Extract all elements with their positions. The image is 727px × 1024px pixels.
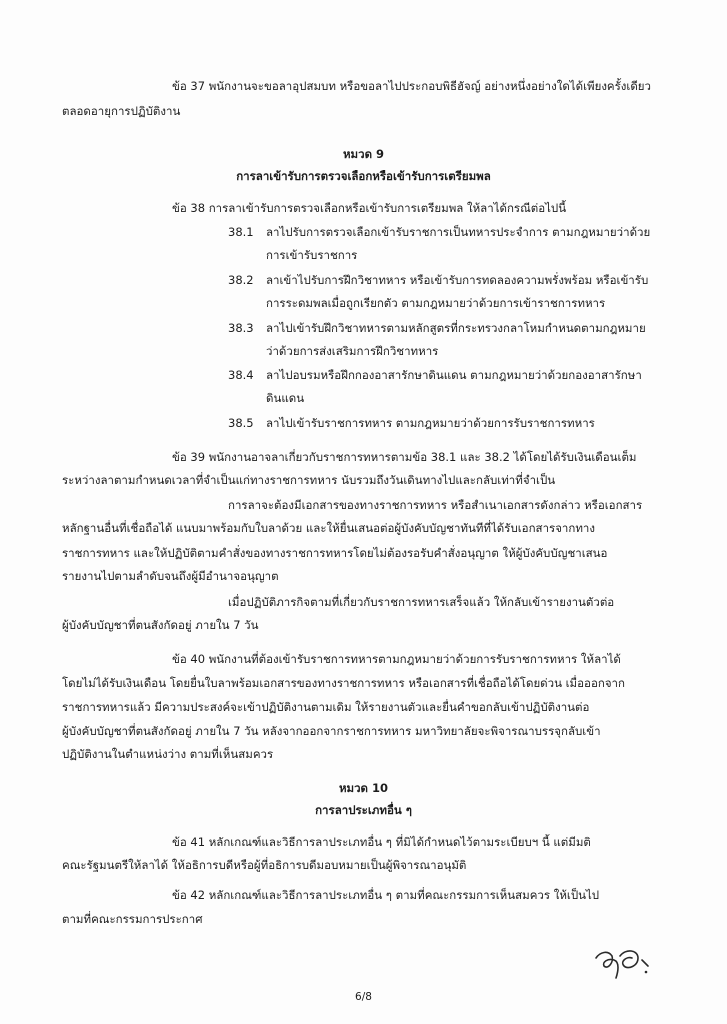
article-37-line-1: ข้อ 37 พนักงานจะขอลาอุปสมบท หรือขอลาไปประกอบพิธีฮัจญ์ อย่างหนึ่งอย่างใดได้เพียงครั้งเดียว — [172, 79, 652, 93]
item-38-5-number: 38.5 — [228, 416, 254, 430]
article-39-line-3: การลาจะต้องมีเอกสารของทางราชการทหาร หรือสำเนาเอกสารดังกล่าว หรือเอกสาร — [228, 498, 643, 512]
article-40-line-2: โดยไม่ได้รับเงินเดือน โดยยื่นใบลาพร้อมเอกสารของทางราชการทหาร หรือเอกสารที่เชื่อถือได้โดยด่วน เมื่อออกจาก — [62, 676, 625, 690]
article-39-line-4: หลักฐานอื่นที่เชื่อถือได้ แนบมาพร้อมกับใบลาด้วย และให้ยื่นเสนอต่อผู้บังคับบัญชาทันทีที่ได้รับเอกสารจากทาง — [62, 521, 596, 535]
chapter-9-title: การลาเข้ารับการตรวจเลือกหรือเข้ารับการเตรียมพล — [236, 169, 491, 183]
article-41-line-2: คณะรัฐมนตรีให้ลาได้ ให้อธิการบดีหรือผู้ที่อธิการบดีมอบหมายเป็นผู้พิจารณาอนุมัติ — [62, 858, 467, 872]
item-38-2-line-2: การระดมพลเมื่อถูกเรียกตัว ตามกฎหมายว่าด้วยการเข้าราชการทหาร — [266, 296, 606, 310]
article-40-line-1: ข้อ 40 พนักงานที่ต้องเข้ารับราชการทหารตามกฎหมายว่าด้วยการรับราชการทหาร ให้ลาได้ — [172, 652, 621, 666]
item-38-4-line-2: ดินแดน — [266, 391, 305, 405]
item-38-3-line-1: ลาไปเข้ารับฝึกวิชาทหารตามหลักสูตรที่กระทรวงกลาโหมกำหนดตามกฎหมาย — [266, 321, 646, 335]
article-42-line-2: ตามที่คณะกรรมการประกาศ — [62, 912, 203, 926]
article-38-intro: ข้อ 38 การลาเข้ารับการตรวจเลือกหรือเข้ารับการเตรียมพล ให้ลาได้กรณีต่อไปนี้ — [172, 201, 567, 215]
signature-initials — [586, 936, 656, 986]
chapter-10-title: การลาประเภทอื่น ๆ — [315, 803, 412, 817]
item-38-1-number: 38.1 — [228, 225, 254, 239]
item-38-3-line-2: ว่าด้วยการส่งเสริมการฝึกวิชาทหาร — [266, 344, 439, 358]
item-38-2-number: 38.2 — [228, 273, 254, 287]
article-40-line-3: ราชการทหารแล้ว มีความประสงค์จะเข้าปฏิบัติงานตามเดิม ให้รายงานตัวและยื่นคำขอกลับเข้าปฏิบัติงานต่อ — [62, 700, 590, 714]
article-41-line-1: ข้อ 41 หลักเกณฑ์และวิธีการลาประเภทอื่น ๆ ที่มิได้กำหนดไว้ตามระเบียบฯ นี้ แต่มีมติ — [172, 835, 591, 849]
item-38-3-number: 38.3 — [228, 321, 254, 335]
article-39-line-8: ผู้บังคับบัญชาที่ตนสังกัดอยู่ ภายใน 7 วัน — [62, 618, 259, 632]
item-38-5-line-1: ลาไปเข้ารับราชการทหาร ตามกฎหมายว่าด้วยการรับราชการทหาร — [266, 416, 595, 430]
article-40-line-5: ปฏิบัติงานในตำแหน่งว่าง ตามที่เห็นสมควร — [62, 747, 274, 761]
chapter-10-number: หมวด 10 — [338, 781, 389, 795]
chapter-9-number: หมวด 9 — [342, 147, 385, 161]
article-39-line-2: ระหว่างลาตามกำหนดเวลาที่จำเป็นแก่ทางราชการทหาร นับรวมถึงวันเดินทางไปและกลับเท่าที่จำเป็น — [62, 473, 556, 487]
item-38-4-line-1: ลาไปอบรมหรือฝึกกองอาสารักษาดินแดน ตามกฎหมายว่าด้วยกองอาสารักษา — [266, 368, 642, 382]
item-38-1-line-2: การเข้ารับราชการ — [266, 248, 358, 262]
article-39-line-1: ข้อ 39 พนักงานอาจลาเกี่ยวกับราชการทหารตามข้อ 38.1 และ 38.2 ได้โดยได้รับเงินเดือนเต็ม — [172, 450, 637, 464]
item-38-4-number: 38.4 — [228, 368, 254, 382]
article-39-line-6: รายงานไปตามลำดับจนถึงผู้มีอำนาจอนุญาต — [62, 569, 279, 583]
article-39-line-5: ราชการทหาร และให้ปฏิบัติตามคำสั่งของทางราชการทหารโดยไม่ต้องรอรับคำสั่งอนุญาต ให้ผู้บังคับบัญชาเสนอ — [62, 546, 608, 560]
item-38-2-line-1: ลาเข้าไปรับการฝึกวิชาทหาร หรือเข้ารับการทดลองความพรั่งพร้อม หรือเข้ารับ — [266, 273, 649, 287]
article-40-line-4: ผู้บังคับบัญชาที่ตนสังกัดอยู่ ภายใน 7 วัน หลังจากออกจากราชการทหาร มหาวิทยาลัยจะพิจารณาบรรจุกลับเข้า — [62, 724, 601, 738]
page-number: 6/8 — [355, 991, 372, 1003]
article-42-line-1: ข้อ 42 หลักเกณฑ์และวิธีการลาประเภทอื่น ๆ ตามที่คณะกรรมการเห็นสมควร ให้เป็นไป — [172, 888, 600, 902]
item-38-1-line-1: ลาไปรับการตรวจเลือกเข้ารับราชการเป็นทหารประจำการ ตามกฎหมายว่าด้วย — [266, 225, 651, 239]
article-37-line-2: ตลอดอายุการปฏิบัติงาน — [62, 104, 181, 118]
article-39-line-7: เมื่อปฏิบัติภารกิจตามที่เกี่ยวกับราชการทหารเสร็จแล้ว ให้กลับเข้ารายงานตัวต่อ — [228, 595, 615, 609]
